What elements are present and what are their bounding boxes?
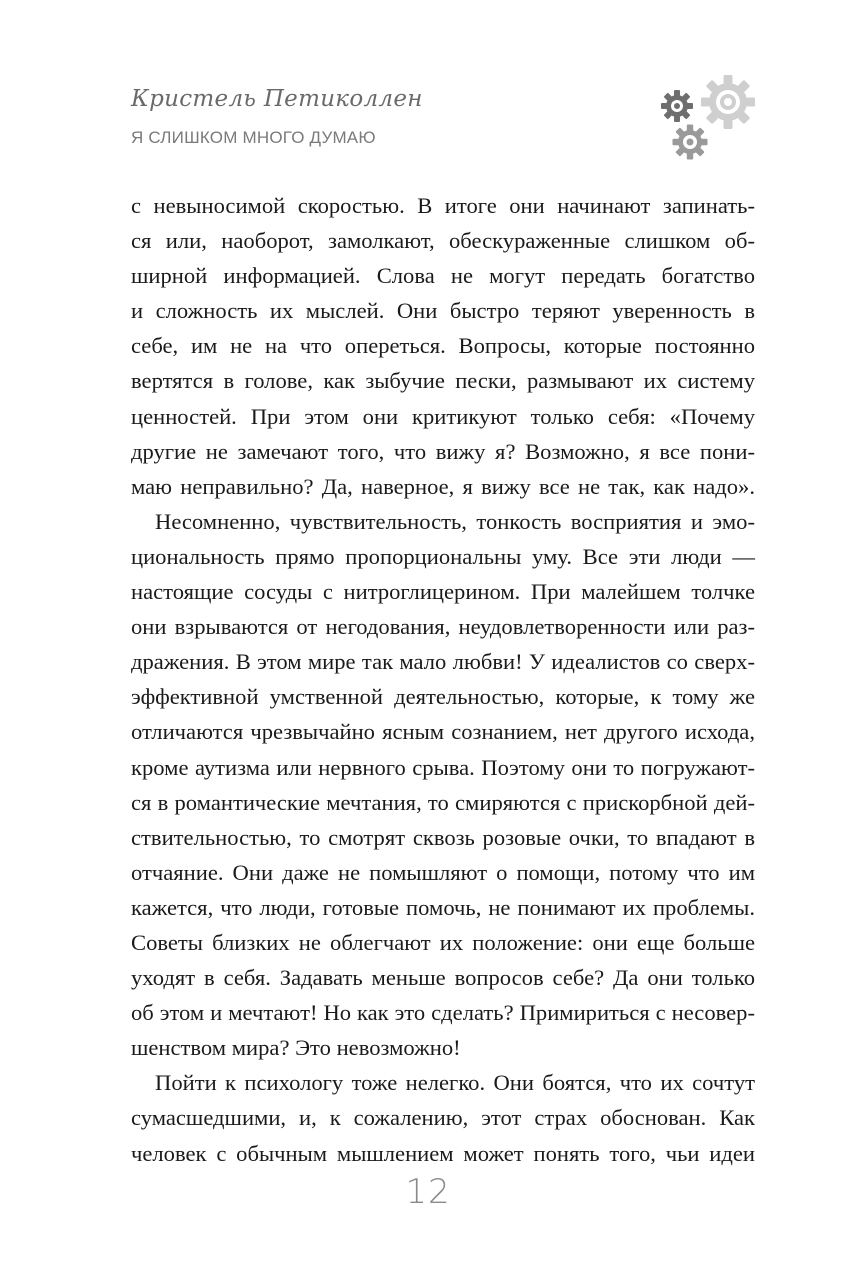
author-name: Кристель Петиколлен (131, 86, 423, 112)
text-line: настоящие сосуды с нитроглицерином. При малейшем толчке (131, 579, 755, 605)
text-line: другие не замечают того, что вижу я? Возможно, я все пони- (131, 438, 755, 464)
text-line: об этом и мечтают! Но как это сделать? Примириться с несовер- (131, 1000, 755, 1026)
text-line: Пойти к психологу тоже нелегко. Они боятся, что их сочтут (155, 1070, 755, 1096)
text-line: и сложность их мыслей. Они быстро теряют уверенность в (131, 298, 755, 324)
text-line: эффективной умственной деятельностью, которые, к тому же (131, 684, 755, 710)
text-line: сумасшедшими, и, к сожалению, этот страх обоснован. Как (131, 1105, 755, 1131)
text-line: дражения. В этом мире так мало любви! У идеалистов со сверх- (131, 649, 755, 675)
paragraph-1 (131, 188, 755, 504)
text-line: вертятся в голове, как зыбучие пески, размывают их систему (131, 368, 755, 394)
book-title: Я СЛИШКОМ МНОГО ДУМАЮ (131, 128, 376, 147)
text-line: уходят в себя. Задавать меньше вопросов себе? Да они только (131, 965, 755, 991)
text-line: с невыносимой скоростью. В итоге они начинают запинать- (131, 193, 755, 218)
page-number: 12 (405, 1172, 451, 1212)
text-line: Советы близких не облегчают их положение: они еще больше (131, 929, 755, 955)
text-line: Несомненно, чувствительность, тонкость восприятия и эмо- (155, 508, 755, 534)
paragraph-2 (131, 504, 755, 1066)
text-line: отчаяние. Они даже не помышляют о помощи, потому что им (131, 859, 755, 885)
text-line: маю неправильно? Да, наверное, я вижу все не так, как надо». (131, 473, 755, 499)
text-line: себе, им не на что опереться. Вопросы, которые постоянно (131, 333, 755, 359)
text-line: ствительностью, то смотрят сквозь розовые очки, то впадают в (131, 824, 755, 850)
text-line: ширной информацией. Слова не могут передать богатство (131, 263, 755, 289)
text-line: ценностей. При этом они критикуют только себя: «Почему (131, 403, 755, 429)
text-line: ся или, наоборот, замолкают, обескураженные слишком об- (131, 228, 755, 254)
text-line: циональность прямо пропорциональны уму. Все эти люди — (131, 543, 755, 569)
gears-icon (655, 70, 765, 170)
text-line: ся в романтические мечтания, то смиряются с прискорбной дей- (131, 789, 755, 815)
text-line: шенством мира? Это невозможно! (131, 1035, 461, 1061)
text-line: отличаются чрезвычайно ясным сознанием, нет другого исхода, (131, 719, 755, 745)
paragraph-3 (131, 1065, 755, 1170)
body-text (131, 188, 755, 1171)
text-line: они взрываются от негодования, неудовлетворенности или раз- (131, 614, 755, 640)
text-line: кажется, что люди, готовые помочь, не понимают их проблемы. (131, 894, 755, 920)
text-line: кроме аутизма или нервного срыва. Поэтому они то погружают- (131, 754, 755, 780)
text-line: человек с обычным мышлением может понять того, чьи идеи (131, 1140, 755, 1166)
